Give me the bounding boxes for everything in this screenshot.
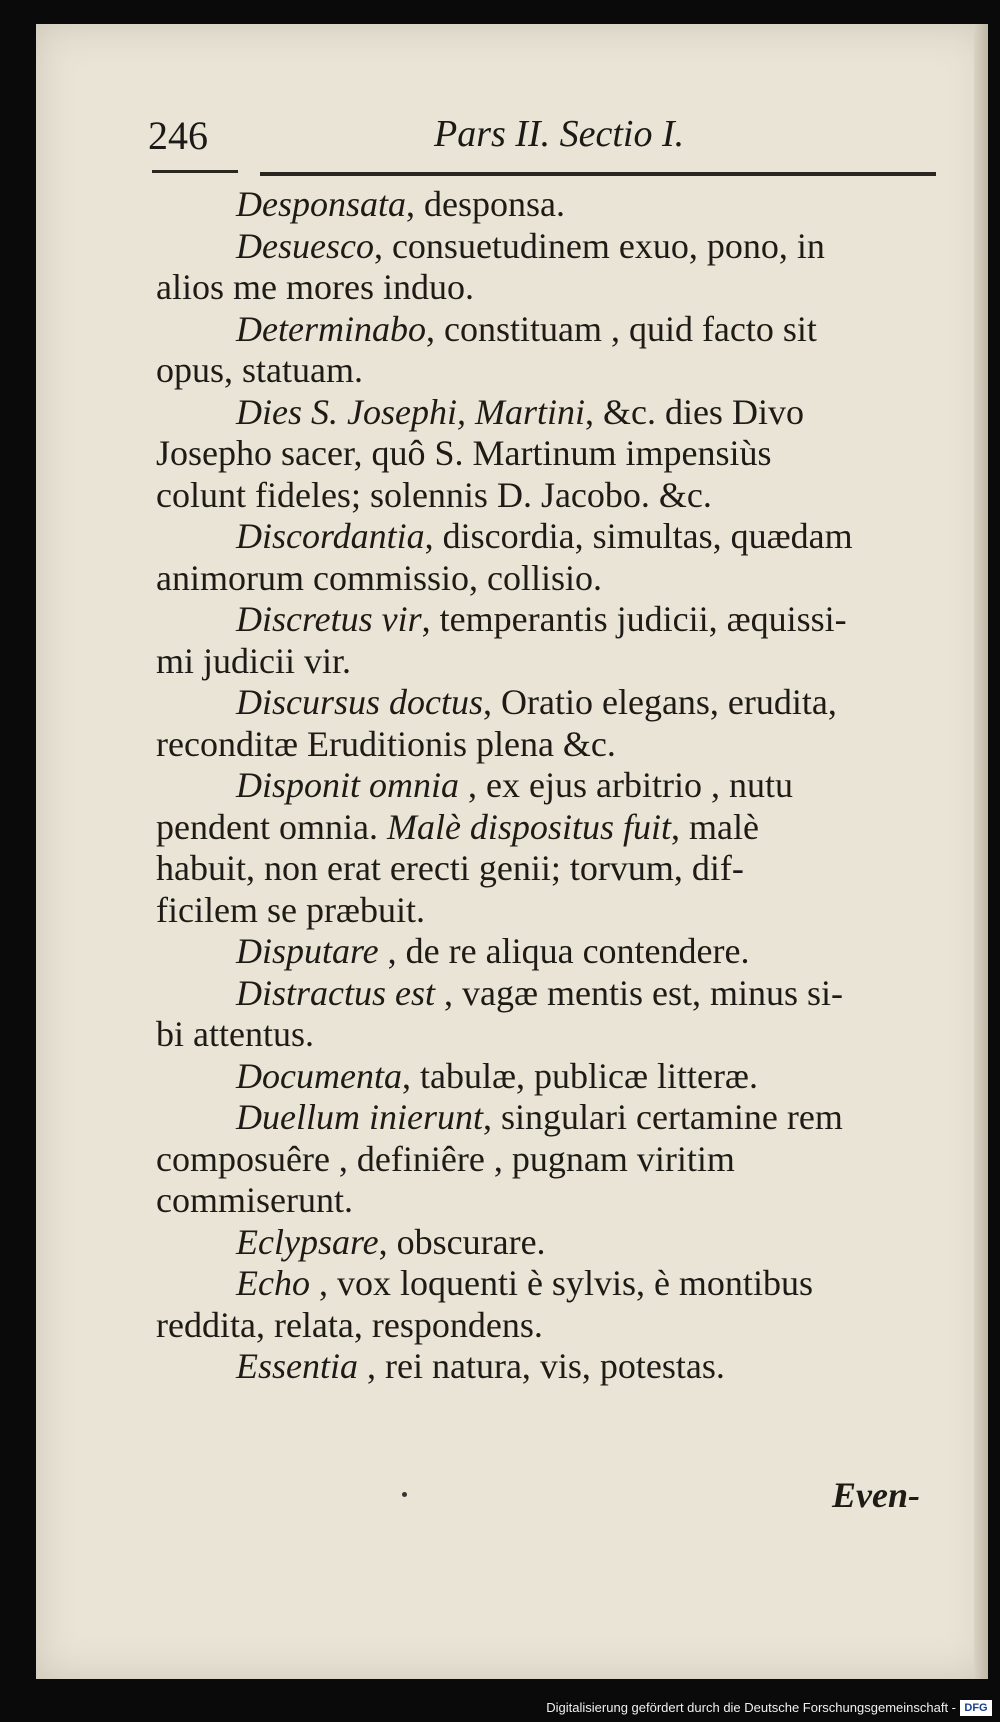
entry-line	[196, 1222, 952, 1264]
entry-definition: , temperantis judicii, æquissi-	[421, 599, 847, 639]
entry-definition: colunt fideles; solennis D. Jacobo. &c.	[156, 474, 712, 515]
entry-definition: , malè	[670, 806, 759, 847]
entry-line	[156, 641, 952, 683]
glossary-entry	[156, 1097, 952, 1222]
glossary-entry	[156, 682, 952, 765]
entry-term: Malè dispositus fuit	[386, 806, 671, 847]
entry-definition: , constituam , quid facto sit	[425, 308, 817, 349]
entry-term: Disponit omnia	[236, 765, 460, 805]
entry-definition: alios me mores induo.	[156, 267, 474, 307]
entry-definition: , obscurare.	[378, 1221, 546, 1262]
entry-definition: , rei natura, vis, potestas.	[358, 1346, 725, 1386]
glossary-entry	[156, 391, 952, 517]
entry-term: Desuesco	[236, 225, 374, 266]
entry-definition: pendent omnia.	[156, 806, 387, 847]
glossary-entry	[196, 1056, 952, 1098]
entry-definition: , tabulæ, publicæ litteræ.	[401, 1055, 758, 1096]
glossary-entry	[196, 931, 952, 973]
page-number: 246	[148, 113, 208, 158]
entry-line	[156, 724, 952, 766]
entry-definition: , Oratio elegans, erudita,	[483, 682, 837, 722]
entry-definition: , ex ejus arbitrio , nutu	[459, 765, 793, 805]
entry-definition: , discordia, simultas, quædam	[424, 516, 853, 556]
header-rule-short	[152, 170, 238, 173]
entry-term: Distractus est	[236, 972, 436, 1013]
dfg-logo-icon: DFG	[960, 1700, 992, 1716]
entry-definition: , vox loquenti è sylvis, è montibus	[309, 1263, 813, 1303]
entry-term: Discordantia	[236, 516, 425, 556]
entry-line	[196, 765, 952, 807]
entry-line	[196, 392, 952, 434]
entry-line	[156, 1139, 952, 1181]
glossary-entry	[156, 308, 952, 392]
entry-line	[196, 1346, 952, 1388]
glossary-entry	[156, 1263, 952, 1346]
entry-term: Desponsata	[236, 184, 406, 224]
entry-definition: Josepho sacer, quô S. Martinum impensiùs	[156, 433, 772, 473]
glossary-entry	[196, 1346, 952, 1388]
entry-term: Echo	[236, 1263, 310, 1303]
entry-line	[156, 807, 952, 849]
entry-term: Discretus vir	[236, 599, 422, 639]
entry-term: Documenta	[236, 1055, 402, 1096]
entry-term: Eclypsare	[236, 1221, 379, 1262]
entry-line	[196, 599, 952, 641]
entry-definition: habuit, non erat erecti genii; torvum, dif-	[156, 848, 744, 888]
entry-line	[156, 558, 952, 600]
entry-definition: reddita, relata, respondens.	[156, 1304, 543, 1345]
entry-line	[196, 226, 952, 268]
page-edge	[974, 24, 988, 1679]
entry-line	[196, 973, 952, 1015]
entry-definition: , desponsa.	[406, 184, 565, 224]
entry-line	[156, 1180, 952, 1222]
ink-speck	[402, 1492, 407, 1497]
entry-line	[196, 931, 952, 973]
entry-line	[196, 516, 952, 558]
entry-term: Determinabo	[236, 308, 426, 349]
entry-definition: , singulari certamine rem	[482, 1097, 843, 1137]
entry-line	[156, 433, 952, 475]
entry-definition: commiserunt.	[156, 1180, 353, 1220]
header-rule-long	[260, 172, 936, 176]
glossary-entry	[156, 765, 952, 931]
entry-line	[196, 184, 952, 226]
glossary-entry	[156, 599, 952, 682]
entry-definition: , de re aliqua contendere.	[378, 931, 750, 971]
entry-definition: , vagæ mentis est, minus si-	[435, 972, 844, 1013]
footer-credit: Digitalisierung gefördert durch die Deutsche Forschungsgemeinschaft -	[546, 1700, 956, 1715]
entry-definition: ficilem se præbuit.	[156, 889, 425, 930]
entry-definition: bi attentus.	[156, 1014, 314, 1054]
entry-definition: mi judicii vir.	[156, 640, 351, 681]
entry-term: Discursus doctus	[236, 682, 484, 722]
glossary-entry	[156, 516, 952, 599]
entry-line	[196, 1263, 952, 1305]
glossary-entry	[156, 225, 952, 309]
entry-term: Duellum inierunt	[236, 1097, 483, 1137]
glossary-text	[156, 184, 952, 1388]
entry-line	[196, 309, 952, 351]
entry-line	[196, 682, 952, 724]
glossary-entry	[196, 184, 952, 226]
entry-line	[196, 1097, 952, 1139]
running-head: Pars II. Sectio I.	[434, 113, 685, 155]
entry-definition: , consuetudinem exuo, pono, in	[373, 225, 825, 266]
entry-definition: composuêre , definiêre , pugnam viritim	[156, 1138, 735, 1179]
catchword: Even-	[832, 1475, 920, 1515]
glossary-entry	[196, 1222, 952, 1264]
entry-term: Essentia	[236, 1346, 358, 1386]
digitization-footer	[0, 1696, 1000, 1722]
entry-line	[156, 890, 952, 932]
page-header	[148, 112, 938, 162]
entry-line	[196, 1056, 952, 1098]
entry-line	[156, 848, 952, 890]
entry-line	[156, 1305, 952, 1347]
entry-line	[156, 267, 952, 309]
entry-term: Dies S. Josephi, Martini	[236, 391, 585, 432]
glossary-entry	[156, 972, 952, 1056]
entry-definition: animorum commissio, collisio.	[156, 557, 602, 598]
entry-definition: , &c. dies Divo	[584, 391, 804, 432]
entry-line	[156, 1014, 952, 1056]
entry-term: Disputare	[236, 931, 379, 971]
entry-line	[156, 350, 952, 392]
entry-definition: opus, statuam.	[156, 350, 363, 390]
entry-line	[156, 475, 952, 517]
entry-definition: reconditæ Eruditionis plena &c.	[156, 723, 616, 764]
